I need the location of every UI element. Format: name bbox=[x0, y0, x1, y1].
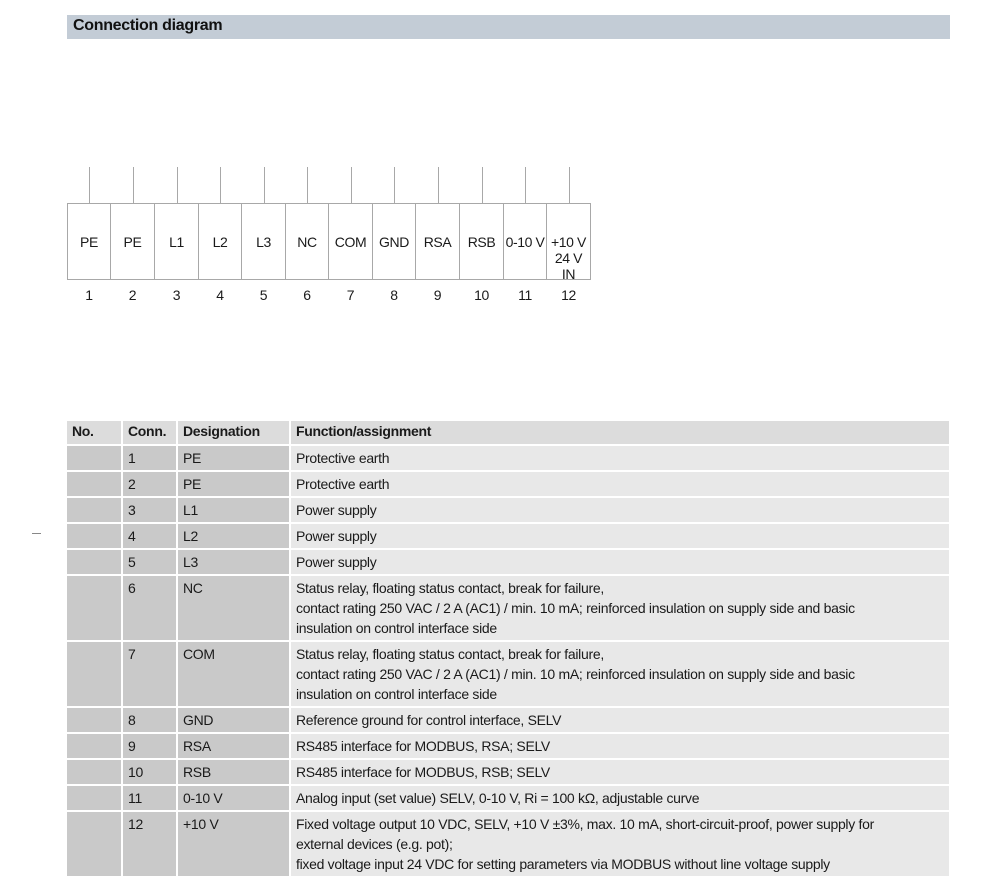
table-row bbox=[67, 708, 949, 732]
terminal-number: 12 bbox=[561, 287, 576, 303]
table-row bbox=[67, 550, 949, 574]
cell-function bbox=[291, 550, 949, 574]
connection-table bbox=[65, 419, 951, 878]
cell-function bbox=[291, 812, 949, 876]
terminal-label: GND bbox=[379, 234, 409, 250]
function-line: contact rating 250 VAC / 2 A (AC1) / min. 10 mA; reinforced insulation on supply side and basic bbox=[296, 600, 855, 616]
terminal-label: 0-10 V bbox=[505, 234, 545, 250]
terminal-wire bbox=[525, 167, 526, 204]
terminal-4 bbox=[199, 204, 242, 303]
terminal-label: RSB bbox=[467, 234, 496, 250]
cell-function bbox=[291, 576, 949, 640]
cell-no bbox=[67, 550, 121, 574]
cell-function bbox=[291, 524, 949, 548]
terminal-number: 6 bbox=[303, 287, 311, 303]
terminal-wire bbox=[351, 167, 352, 204]
cell-no bbox=[67, 734, 121, 758]
function-line: external devices (e.g. pot); bbox=[296, 836, 453, 852]
terminal-number: 10 bbox=[474, 287, 489, 303]
cell-conn: 6 bbox=[123, 576, 176, 640]
header-no: No. bbox=[67, 421, 121, 444]
terminal-9 bbox=[416, 204, 460, 303]
cell-no bbox=[67, 812, 121, 876]
table-row bbox=[67, 786, 949, 810]
function-line: Power supply bbox=[296, 528, 377, 544]
cell-function bbox=[291, 498, 949, 522]
cell-designation: +10 V bbox=[178, 812, 289, 876]
margin-mark bbox=[32, 533, 41, 534]
terminal-label: L1 bbox=[169, 234, 184, 250]
table-row bbox=[67, 760, 949, 784]
terminal-10 bbox=[460, 204, 504, 303]
cell-designation: RSA bbox=[178, 734, 289, 758]
terminal-label: RSA bbox=[423, 234, 452, 250]
cell-conn: 1 bbox=[123, 446, 176, 470]
terminal-number: 4 bbox=[216, 287, 224, 303]
function-line: insulation on control interface side bbox=[296, 620, 497, 636]
table-header-row bbox=[67, 421, 949, 444]
function-line: fixed voltage input 24 VDC for setting parameters via MODBUS without line voltage supply bbox=[296, 856, 830, 872]
cell-no bbox=[67, 642, 121, 706]
function-line: insulation on control interface side bbox=[296, 686, 497, 702]
table-row bbox=[67, 446, 949, 470]
header-function: Function/assignment bbox=[291, 421, 949, 444]
cell-conn: 5 bbox=[123, 550, 176, 574]
cell-function bbox=[291, 446, 949, 470]
terminal-1 bbox=[68, 204, 111, 303]
terminal-11 bbox=[504, 204, 547, 303]
terminal-number: 5 bbox=[259, 287, 268, 303]
terminal-label: PE bbox=[123, 234, 142, 250]
cell-conn: 8 bbox=[123, 708, 176, 732]
cell-no bbox=[67, 760, 121, 784]
function-line: Status relay, floating status contact, break for failure, bbox=[296, 646, 604, 662]
terminal-wire bbox=[133, 167, 134, 204]
cell-designation: RSB bbox=[178, 760, 289, 784]
terminal-wire bbox=[569, 167, 570, 204]
terminal-5 bbox=[242, 204, 286, 303]
header-conn: Conn. bbox=[123, 421, 176, 444]
table-row bbox=[67, 472, 949, 496]
table-row bbox=[67, 498, 949, 522]
cell-conn: 12 bbox=[123, 812, 176, 876]
cell-conn: 7 bbox=[123, 642, 176, 706]
cell-designation: NC bbox=[178, 576, 289, 640]
cell-function bbox=[291, 472, 949, 496]
function-line: RS485 interface for MODBUS, RSB; SELV bbox=[296, 764, 550, 780]
terminal-number: 7 bbox=[346, 287, 355, 303]
cell-designation: 0-10 V bbox=[178, 786, 289, 810]
cell-no bbox=[67, 708, 121, 732]
terminal-wire bbox=[394, 167, 395, 204]
terminal-number: 9 bbox=[433, 287, 442, 303]
cell-conn: 11 bbox=[123, 786, 176, 810]
section-title-bar bbox=[67, 15, 950, 39]
terminal-8 bbox=[373, 204, 416, 303]
cell-conn: 4 bbox=[123, 524, 176, 548]
function-line: Reference ground for control interface, SELV bbox=[296, 712, 562, 728]
cell-designation: L1 bbox=[178, 498, 289, 522]
function-line: Protective earth bbox=[296, 476, 390, 492]
terminal-number: 2 bbox=[128, 287, 137, 303]
terminal-label: L3 bbox=[256, 234, 271, 250]
table-row bbox=[67, 812, 949, 876]
terminal-number: 3 bbox=[172, 287, 181, 303]
cell-conn: 9 bbox=[123, 734, 176, 758]
cell-designation: L3 bbox=[178, 550, 289, 574]
cell-function bbox=[291, 786, 949, 810]
terminal-6 bbox=[286, 204, 329, 303]
terminal-number: 1 bbox=[85, 287, 93, 303]
cell-no bbox=[67, 576, 121, 640]
table-row bbox=[67, 734, 949, 758]
cell-no bbox=[67, 498, 121, 522]
terminal-wire bbox=[307, 167, 308, 204]
function-line: Fixed voltage output 10 VDC, SELV, +10 V ±3%, max. 10 mA, short-circuit-proof, power supply for bbox=[296, 816, 874, 832]
cell-function bbox=[291, 708, 949, 732]
terminal-label: L2 bbox=[212, 234, 228, 250]
terminal-2 bbox=[111, 204, 155, 303]
section-title: Connection diagram bbox=[73, 17, 223, 34]
cell-no bbox=[67, 786, 121, 810]
cell-designation: GND bbox=[178, 708, 289, 732]
terminal-3 bbox=[155, 204, 199, 303]
cell-designation: COM bbox=[178, 642, 289, 706]
cell-no bbox=[67, 472, 121, 496]
terminal-wire bbox=[220, 167, 221, 204]
terminal-number: 11 bbox=[518, 287, 532, 303]
cell-function bbox=[291, 760, 949, 784]
terminal-number: 8 bbox=[390, 287, 398, 303]
cell-no bbox=[67, 446, 121, 470]
terminal-wire bbox=[482, 167, 483, 204]
function-line: Analog input (set value) SELV, 0-10 V, Ri = 100 kΩ, adjustable curve bbox=[296, 790, 700, 806]
table-row bbox=[67, 642, 949, 706]
cell-function bbox=[291, 734, 949, 758]
cell-conn: 3 bbox=[123, 498, 176, 522]
function-line: Power supply bbox=[296, 502, 377, 518]
terminal-wire bbox=[89, 167, 90, 204]
terminal-label: PE bbox=[80, 234, 98, 250]
cell-function bbox=[291, 642, 949, 706]
terminal-wire bbox=[177, 167, 178, 204]
table-row bbox=[67, 524, 949, 548]
terminal-wire bbox=[264, 167, 265, 204]
function-line: RS485 interface for MODBUS, RSA; SELV bbox=[296, 738, 550, 754]
header-designation: Designation bbox=[178, 421, 289, 444]
terminal-label: COM bbox=[334, 234, 367, 250]
terminal-label: NC bbox=[297, 234, 317, 250]
function-line: Status relay, floating status contact, break for failure, bbox=[296, 580, 604, 596]
cell-conn: 2 bbox=[123, 472, 176, 496]
cell-conn: 10 bbox=[123, 760, 176, 784]
function-line: Power supply bbox=[296, 554, 377, 570]
function-line: contact rating 250 VAC / 2 A (AC1) / min. 10 mA; reinforced insulation on supply side and basic bbox=[296, 666, 855, 682]
terminal-7 bbox=[329, 204, 373, 303]
cell-designation: PE bbox=[178, 446, 289, 470]
connection-diagram bbox=[67, 166, 591, 306]
function-line: Protective earth bbox=[296, 450, 390, 466]
cell-designation: L2 bbox=[178, 524, 289, 548]
terminal-12 bbox=[547, 204, 591, 303]
table-row bbox=[67, 576, 949, 640]
terminal-wire bbox=[438, 167, 439, 204]
cell-no bbox=[67, 524, 121, 548]
terminal-label: +10 V 24 V IN bbox=[551, 234, 586, 282]
cell-designation: PE bbox=[178, 472, 289, 496]
terminal-strip bbox=[67, 203, 591, 303]
